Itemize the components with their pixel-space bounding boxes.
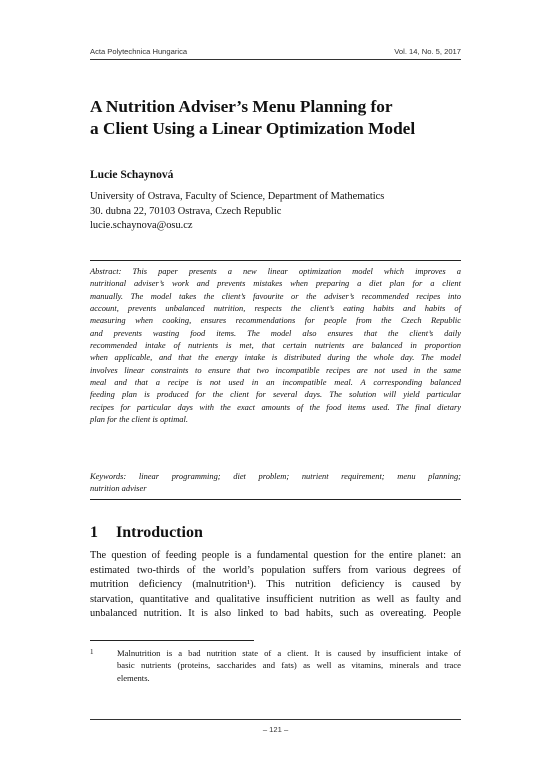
abstract-line: feeding plan is produced for the client for several days. The solution will yield particular bbox=[90, 389, 461, 400]
body-text bbox=[90, 549, 461, 622]
keywords-line: Keywords: linear programming; diet problem; nutrient requirement; menu planning; bbox=[90, 471, 461, 481]
running-head bbox=[90, 47, 461, 56]
abstract-bottom-rule bbox=[90, 499, 461, 500]
abstract-line: recipes for particular days with the exact amounts of the food items used. The final dietary bbox=[90, 401, 461, 412]
section-number: 1 bbox=[90, 524, 98, 541]
abstract-line: involves linear constraints to ensure that two incompatible recipes are not used in the same bbox=[90, 364, 461, 375]
abstract-line: Abstract: This paper presents a new linear optimization model which improves a bbox=[90, 266, 461, 276]
abstract bbox=[90, 265, 461, 425]
footnote-line: Malnutrition is a bad nutrition state of a client. It is caused by insufficient intake of bbox=[117, 648, 461, 658]
author-name: Lucie Schaynová bbox=[90, 169, 174, 181]
title-line: A Nutrition Adviser’s Menu Planning for bbox=[90, 97, 393, 116]
section-title: Introduction bbox=[116, 524, 203, 541]
abstract-line: recommended intake of nutrients is met, that certain nutrients are balanced in proportion bbox=[90, 340, 461, 351]
affiliation-line: University of Ostrava, Faculty of Science, Department of Mathematics bbox=[90, 191, 385, 202]
section-heading bbox=[90, 524, 203, 542]
abstract-line: nutritional adviser’s work and prevents mistakes when preparing a diet plan for a client bbox=[90, 278, 461, 289]
header-rule bbox=[90, 59, 461, 60]
abstract-line: account, prevents unbalanced nutrition, respects the client’s eating habits and habits of bbox=[90, 303, 461, 314]
journal-name: Acta Polytechnica Hungarica bbox=[90, 47, 188, 56]
keywords-line: nutrition adviser bbox=[90, 483, 147, 494]
footer-rule bbox=[90, 719, 461, 720]
footnote-rule bbox=[90, 640, 254, 641]
keywords bbox=[90, 470, 461, 495]
volume-info: Vol. 14, No. 5, 2017 bbox=[394, 47, 461, 56]
page-number: – 121 – bbox=[262, 725, 289, 734]
footnote-body bbox=[117, 647, 461, 684]
paper-title bbox=[90, 96, 470, 140]
affiliation-line: 30. dubna 22, 70103 Ostrava, Czech Republic bbox=[90, 205, 282, 217]
body-line: estimated two-thirds of the world’s population suffers from various degrees of bbox=[90, 564, 461, 576]
body-line: The question of feeding people is a fundamental question for the entire planet: an bbox=[90, 550, 461, 561]
body-line: unbalanced nutrition. It is also linked to bad habits, such as overeating. People bbox=[90, 608, 461, 620]
affiliation bbox=[90, 190, 384, 234]
abstract-line: measuring when cooking, ensures recommendations for people from the Czech Republic bbox=[90, 315, 461, 326]
footnote-line: basic nutrients (proteins, saccharides and fats) as well as vitamins, minerals and trace bbox=[117, 660, 461, 671]
abstract-top-rule bbox=[90, 260, 461, 261]
author-email: lucie.schaynova@osu.cz bbox=[90, 220, 193, 232]
abstract-line: and prevents wasting food items. The model also ensures that the client’s daily bbox=[90, 327, 461, 338]
title-line: a Client Using a Linear Optimization Model bbox=[90, 119, 416, 138]
abstract-line: when applicable, and that the energy intake is distributed during the whole day. The model bbox=[90, 352, 461, 363]
abstract-line: meal and that a recipe is not used in an incompatible meal. A corresponding balanced bbox=[90, 377, 461, 388]
footnote-line: elements. bbox=[117, 672, 150, 683]
body-line: mutrition deficiency (malnutrition¹). This nutrition deficiency is caused by bbox=[90, 579, 461, 591]
body-line: starvation, quantitative and qualitative insufficient nutrition as well as faulty and bbox=[90, 593, 461, 605]
abstract-line: plan for the client is optimal. bbox=[90, 414, 188, 425]
abstract-line: manually. The model takes the client’s favourite or the adviser’s recommended recipes into bbox=[90, 290, 461, 301]
footnote-mark: 1 bbox=[90, 648, 94, 656]
